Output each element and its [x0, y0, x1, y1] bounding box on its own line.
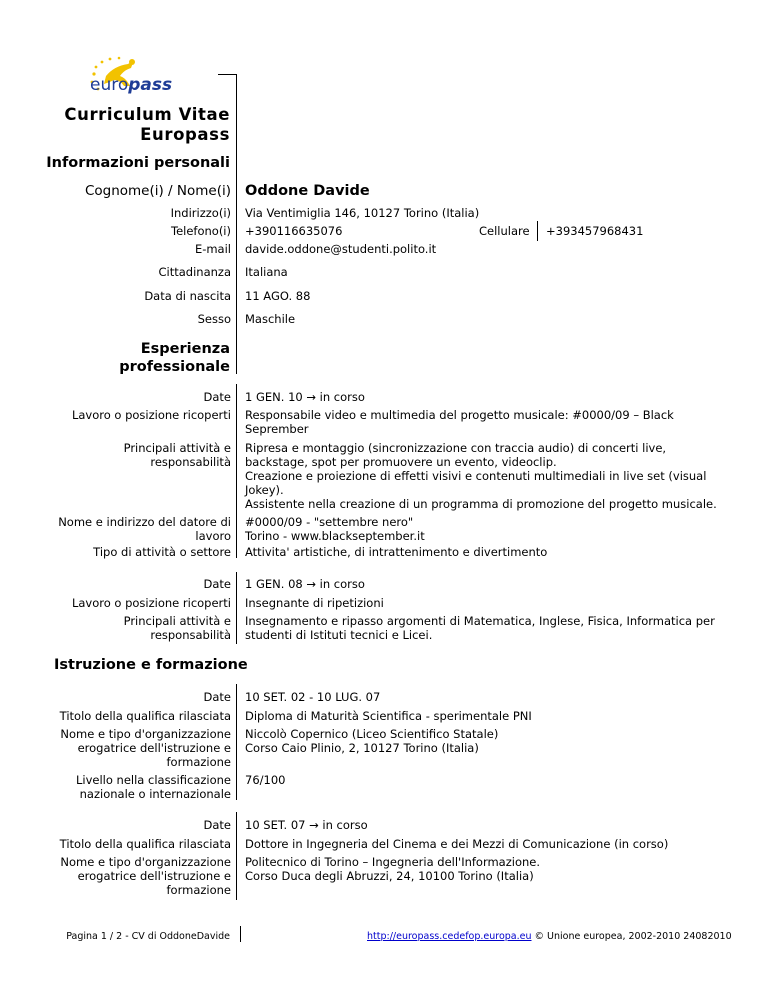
birth-value: 11 AGO. 88 [245, 289, 311, 303]
phone-value: +390116635076 [245, 224, 343, 238]
europass-logo [84, 52, 229, 102]
edu2-org-line1: Politecnico di Torino – Ingegneria dell'Informazione. [245, 855, 541, 869]
edu1-org-line2: Corso Caio Plinio, 2, 10127 Torino (Italia) [245, 741, 479, 755]
divider-line [236, 812, 237, 900]
sex-label: Sesso [197, 312, 231, 326]
name-value: Oddone Davide [245, 183, 370, 199]
job1-employer-line1: #0000/09 - "settembre nero" [245, 515, 414, 529]
edu1-date-label: Date [203, 690, 231, 704]
job1-date: 1 GEN. 10 → in corso [245, 390, 365, 404]
divider-line [236, 384, 237, 558]
edu1-level-label-line1: Livello nella classificazione [75, 773, 231, 787]
footer-divider [240, 926, 241, 942]
job1-position-label: Lavoro o posizione ricoperti [71, 408, 231, 422]
edu1-level: 76/100 [245, 773, 286, 787]
job2-activities-label-line1: Principali attività e [123, 614, 231, 628]
job1-employer-line2: Torino - www.blackseptember.it [245, 529, 425, 543]
mobile-value: +393457968431 [546, 224, 644, 238]
experience-heading-line1: Esperienza [140, 341, 230, 357]
europass-link[interactable]: http://europass.cedefop.europa.eu [367, 931, 532, 942]
citizenship-value: Italiana [245, 265, 288, 279]
experience-heading-line2: professionale [119, 359, 230, 375]
job1-activities-line4: Jokey). [245, 483, 284, 497]
edu2-org-label-line3: formazione [166, 883, 231, 897]
edu1-date: 10 SET. 02 - 10 LUG. 07 [245, 690, 381, 704]
edu2-org-line2: Corso Duca degli Abruzzi, 24, 10100 Torino (Italia) [245, 869, 534, 883]
edu2-date: 10 SET. 07 → in corso [245, 818, 368, 832]
divider-line [236, 74, 237, 374]
corner-line [218, 74, 237, 75]
footer-right [367, 931, 732, 943]
logo-pass-text: pass [128, 75, 173, 95]
name-label: Cognome(i) / Nome(i) [84, 183, 231, 199]
job1-employer-label-line2: lavoro [195, 529, 231, 543]
edu1-qualification: Diploma di Maturità Scientifica - sperimentale PNI [245, 709, 532, 723]
email-value: davide.oddone@studenti.polito.it [245, 242, 437, 256]
edu1-org-label-line2: erogatrice dell'istruzione e [77, 741, 231, 755]
footer-page-info: Pagina 1 / 2 - CV di OddoneDavide [66, 931, 230, 942]
job1-activities-line1: Ripresa e montaggio (sincronizzazione con traccia audio) di concerti live, [245, 441, 667, 455]
divider-line [236, 684, 237, 800]
citizenship-label: Cittadinanza [158, 265, 231, 279]
phone-label: Telefono(i) [171, 224, 231, 238]
edu2-date-label: Date [203, 818, 231, 832]
edu1-level-label-line2: nazionale o internazionale [79, 787, 231, 801]
job1-activities-line3: Creazione e proiezione di effetti visivi e contenuti multimediali in live set (visual [245, 469, 707, 483]
job2-activities-line1: Insegnamento e ripasso argomenti di Matematica, Inglese, Fisica, Informatica per [245, 614, 715, 628]
edu1-qualification-label: Titolo della qualifica rilasciata [59, 709, 231, 723]
job2-activities-label-line2: responsabilità [150, 628, 231, 642]
mobile-divider [537, 221, 538, 241]
job1-date-label: Date [203, 390, 231, 404]
job1-activities-line2: backstage, spot per promuovere un evento, videoclip. [245, 455, 557, 469]
edu1-org-label-line3: formazione [166, 755, 231, 769]
job1-activities-label-line1: Principali attività e [123, 441, 231, 455]
edu2-qualification-label: Titolo della qualifica rilasciata [59, 837, 231, 851]
job2-activities-line2: studenti di Istituti tecnici e Licei. [245, 628, 433, 642]
address-label: Indirizzo(i) [170, 206, 231, 220]
edu1-org-line1: Niccolò Copernico (Liceo Scientifico Statale) [245, 727, 499, 741]
job1-position-line1: Responsabile video e multimedia del progetto musicale: #0000/09 – Black [245, 408, 674, 422]
edu1-org-label-line1: Nome e tipo d'organizzazione [60, 727, 231, 741]
education-heading: Istruzione e formazione [54, 657, 248, 673]
job2-date-label: Date [203, 577, 231, 591]
divider-line [236, 572, 237, 644]
mobile-label: Cellulare [479, 224, 530, 238]
email-label: E-mail [194, 242, 231, 256]
birth-label: Data di nascita [144, 289, 231, 303]
job1-activities-line5: Assistente nella creazione di un programma di promozione del progetto musicale. [245, 497, 717, 511]
address-value: Via Ventimiglia 146, 10127 Torino (Italia) [245, 206, 480, 220]
job1-employer-label-line1: Nome e indirizzo del datore di [58, 515, 231, 529]
logo-euro-text: euro [90, 75, 129, 95]
job1-sector-label: Tipo di attività o settore [93, 545, 231, 559]
cv-title-line1: Curriculum Vitae [64, 105, 230, 124]
sex-value: Maschile [245, 312, 296, 326]
job2-position: Insegnante di ripetizioni [245, 596, 384, 610]
personal-info-heading: Informazioni personali [46, 155, 230, 171]
edu2-org-label-line2: erogatrice dell'istruzione e [77, 869, 231, 883]
cv-title-line2: Europass [140, 125, 230, 144]
job1-position-line2: Seprember [245, 422, 309, 436]
job1-activities-label-line2: responsabilità [150, 455, 231, 469]
job2-date: 1 GEN. 08 → in corso [245, 577, 365, 591]
job1-sector: Attivita' artistiche, di intrattenimento e divertimento [245, 545, 548, 559]
footer-copyright: © Unione europea, 2002-2010 24082010 [531, 931, 732, 942]
edu2-qualification: Dottore in Ingegneria del Cinema e dei Mezzi di Comunicazione (in corso) [245, 837, 669, 851]
edu2-org-label-line1: Nome e tipo d'organizzazione [60, 855, 231, 869]
job2-position-label: Lavoro o posizione ricoperti [71, 596, 231, 610]
